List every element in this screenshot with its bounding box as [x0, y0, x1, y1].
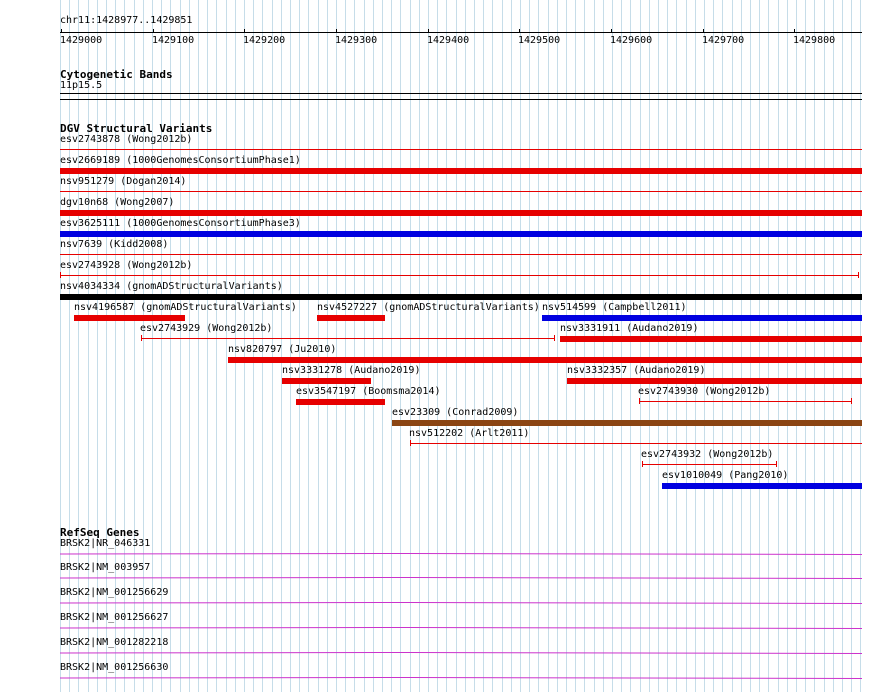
ruler-tick: [519, 29, 520, 33]
variant-label[interactable]: esv2743930 (Wong2012b): [638, 386, 771, 397]
variant-feature[interactable]: [60, 254, 862, 255]
cytoband-label: 11p15.5: [60, 80, 103, 91]
grid-line: [778, 0, 779, 692]
gene-label[interactable]: BRSK2|NR_046331: [60, 538, 151, 549]
ruler-tick: [336, 29, 337, 33]
grid-line: [805, 0, 806, 692]
grid-line: [437, 0, 438, 692]
grid-line: [860, 0, 861, 692]
variant-label[interactable]: esv2743928 (Wong2012b): [60, 260, 193, 271]
grid-line: [207, 0, 208, 692]
cytoband-track-title[interactable]: Cytogenetic Bands: [60, 68, 173, 81]
gene-feature[interactable]: [60, 551, 862, 559]
gene-feature[interactable]: [60, 625, 862, 633]
grid-line: [520, 0, 521, 692]
variant-label[interactable]: nsv3332357 (Audano2019): [567, 365, 706, 376]
grid-line: [373, 0, 374, 692]
variant-label[interactable]: nsv4196587 (gnomADStructuralVariants): [74, 302, 297, 313]
variant-label[interactable]: esv3625111 (1000GenomesConsortiumPhase3): [60, 218, 301, 229]
variant-label[interactable]: nsv512202 (Arlt2011): [409, 428, 530, 439]
grid-line: [548, 0, 549, 692]
variant-label[interactable]: nsv4527227 (gnomADStructuralVariants): [317, 302, 540, 313]
grid-line: [502, 0, 503, 692]
variant-label[interactable]: esv23309 (Conrad2009): [392, 407, 519, 418]
variant-label[interactable]: nsv7639 (Kidd2008): [60, 239, 169, 250]
cytoband-band-lower: [60, 99, 862, 100]
gene-label[interactable]: BRSK2|NM_003957: [60, 562, 151, 573]
variant-label[interactable]: nsv951279 (Dogan2014): [60, 176, 187, 187]
variant-label[interactable]: esv2743932 (Wong2012b): [641, 449, 774, 460]
variant-end-tick: [776, 461, 777, 467]
grid-line: [713, 0, 714, 692]
ruler-axis: [60, 32, 862, 33]
variant-feature[interactable]: [282, 378, 371, 384]
variant-label[interactable]: esv3547197 (Boomsma2014): [296, 386, 441, 397]
ruler-tick-label: 1429100: [152, 35, 195, 46]
grid-line: [538, 0, 539, 692]
grid-line: [787, 0, 788, 692]
grid-line: [667, 0, 668, 692]
grid-line: [428, 0, 429, 692]
variant-feature[interactable]: [228, 357, 862, 363]
ruler-tick-label: 1429400: [427, 35, 470, 46]
grid-line: [603, 0, 604, 692]
grid-line: [704, 0, 705, 692]
variant-feature[interactable]: [392, 420, 862, 426]
grid-line: [170, 0, 171, 692]
variant-feature[interactable]: [74, 315, 185, 321]
grid-line: [198, 0, 199, 692]
ruler-tick-label: 1429200: [243, 35, 286, 46]
grid-line: [833, 0, 834, 692]
grid-line: [695, 0, 696, 692]
variant-feature[interactable]: [60, 191, 862, 192]
grid-line: [529, 0, 530, 692]
refseq-track-title[interactable]: RefSeq Genes: [60, 526, 140, 539]
grid-line: [419, 0, 420, 692]
grid-line: [511, 0, 512, 692]
ruler-tick-label: 1429600: [610, 35, 653, 46]
grid-line: [345, 0, 346, 692]
variant-end-tick: [410, 440, 411, 446]
grid-line: [621, 0, 622, 692]
ruler-tick: [794, 29, 795, 33]
grid-line: [750, 0, 751, 692]
variant-feature[interactable]: [317, 315, 385, 321]
grid-line: [640, 0, 641, 692]
grid-line: [226, 0, 227, 692]
variant-feature[interactable]: [141, 338, 554, 339]
ruler-tick-label: 1429300: [335, 35, 378, 46]
variant-end-tick: [642, 461, 643, 467]
variant-feature[interactable]: [410, 443, 862, 444]
variant-end-tick: [858, 272, 859, 278]
gene-label[interactable]: BRSK2|NM_001282218: [60, 637, 169, 648]
variant-feature[interactable]: [639, 401, 851, 402]
grid-line: [410, 0, 411, 692]
grid-line: [768, 0, 769, 692]
variant-label[interactable]: nsv514599 (Campbell2011): [542, 302, 687, 313]
ruler-tick-label: 1429000: [60, 35, 103, 46]
grid-line: [630, 0, 631, 692]
variant-feature[interactable]: [296, 399, 385, 405]
variant-feature[interactable]: [542, 315, 862, 321]
grid-line: [575, 0, 576, 692]
variant-feature[interactable]: [60, 168, 862, 174]
grid-line: [584, 0, 585, 692]
grid-line: [722, 0, 723, 692]
variant-label[interactable]: dgv10n68 (Wong2007): [60, 197, 175, 208]
variant-label[interactable]: esv2743929 (Wong2012b): [140, 323, 273, 334]
variant-feature[interactable]: [60, 294, 862, 300]
grid-line: [456, 0, 457, 692]
gene-label[interactable]: BRSK2|NM_001256629: [60, 587, 169, 598]
grid-line: [364, 0, 365, 692]
grid-line: [391, 0, 392, 692]
variant-feature[interactable]: [567, 378, 862, 384]
variant-feature[interactable]: [60, 149, 862, 150]
grid-line: [814, 0, 815, 692]
ruler-tick-label: 1429500: [518, 35, 561, 46]
variant-end-tick: [141, 335, 142, 341]
gene-feature[interactable]: [60, 650, 862, 658]
grid-line: [594, 0, 595, 692]
grid-line: [465, 0, 466, 692]
grid-line: [842, 0, 843, 692]
ruler-tick: [153, 29, 154, 33]
gene-label[interactable]: BRSK2|NM_001256630: [60, 662, 169, 673]
variant-label[interactable]: esv1010049 (Pang2010): [662, 470, 789, 481]
gene-feature[interactable]: [60, 575, 862, 583]
grid-line: [474, 0, 475, 692]
grid-line: [216, 0, 217, 692]
gene-feature[interactable]: [60, 600, 862, 608]
grid-line: [566, 0, 567, 692]
variant-label[interactable]: esv2669189 (1000GenomesConsortiumPhase1): [60, 155, 301, 166]
grid-line: [557, 0, 558, 692]
variant-end-tick: [60, 272, 61, 278]
variant-end-tick: [554, 335, 555, 341]
variant-feature[interactable]: [60, 275, 858, 276]
variant-label[interactable]: nsv3331278 (Audano2019): [282, 365, 421, 376]
variant-feature[interactable]: [560, 336, 862, 342]
variant-label[interactable]: nsv4034334 (gnomADStructuralVariants): [60, 281, 283, 292]
grid-line: [483, 0, 484, 692]
gene-feature[interactable]: [60, 675, 862, 683]
grid-line: [732, 0, 733, 692]
grid-line: [446, 0, 447, 692]
variant-feature[interactable]: [642, 464, 776, 465]
grid-line: [686, 0, 687, 692]
grid-line: [824, 0, 825, 692]
grid-line: [741, 0, 742, 692]
grid-lines: [60, 0, 862, 692]
variant-feature[interactable]: [60, 231, 862, 237]
grid-line: [612, 0, 613, 692]
grid-line: [649, 0, 650, 692]
grid-line: [676, 0, 677, 692]
grid-line: [354, 0, 355, 692]
grid-line: [851, 0, 852, 692]
ruler-tick: [61, 29, 62, 33]
grid-line: [492, 0, 493, 692]
grid-line: [796, 0, 797, 692]
gene-label[interactable]: BRSK2|NM_001256627: [60, 612, 169, 623]
grid-line: [189, 0, 190, 692]
ruler-tick-label: 1429700: [702, 35, 745, 46]
cytoband-band[interactable]: [60, 93, 862, 94]
position-label: chr11:1428977..1429851: [60, 15, 193, 26]
variant-label[interactable]: nsv820797 (Ju2010): [228, 344, 337, 355]
grid-line: [759, 0, 760, 692]
variant-feature[interactable]: [60, 210, 862, 216]
grid-line: [180, 0, 181, 692]
ruler-tick: [428, 29, 429, 33]
variant-label[interactable]: nsv3331911 (Audano2019): [560, 323, 699, 334]
variant-end-tick: [639, 398, 640, 404]
ruler-tick-label: 1429800: [793, 35, 836, 46]
grid-line: [382, 0, 383, 692]
variant-label[interactable]: esv2743878 (Wong2012b): [60, 134, 193, 145]
ruler-tick: [703, 29, 704, 33]
dgv-track-title[interactable]: DGV Structural Variants: [60, 122, 213, 135]
ruler-tick: [611, 29, 612, 33]
ruler-tick: [244, 29, 245, 33]
variant-end-tick: [851, 398, 852, 404]
grid-line: [658, 0, 659, 692]
grid-line: [400, 0, 401, 692]
variant-feature[interactable]: [662, 483, 862, 489]
